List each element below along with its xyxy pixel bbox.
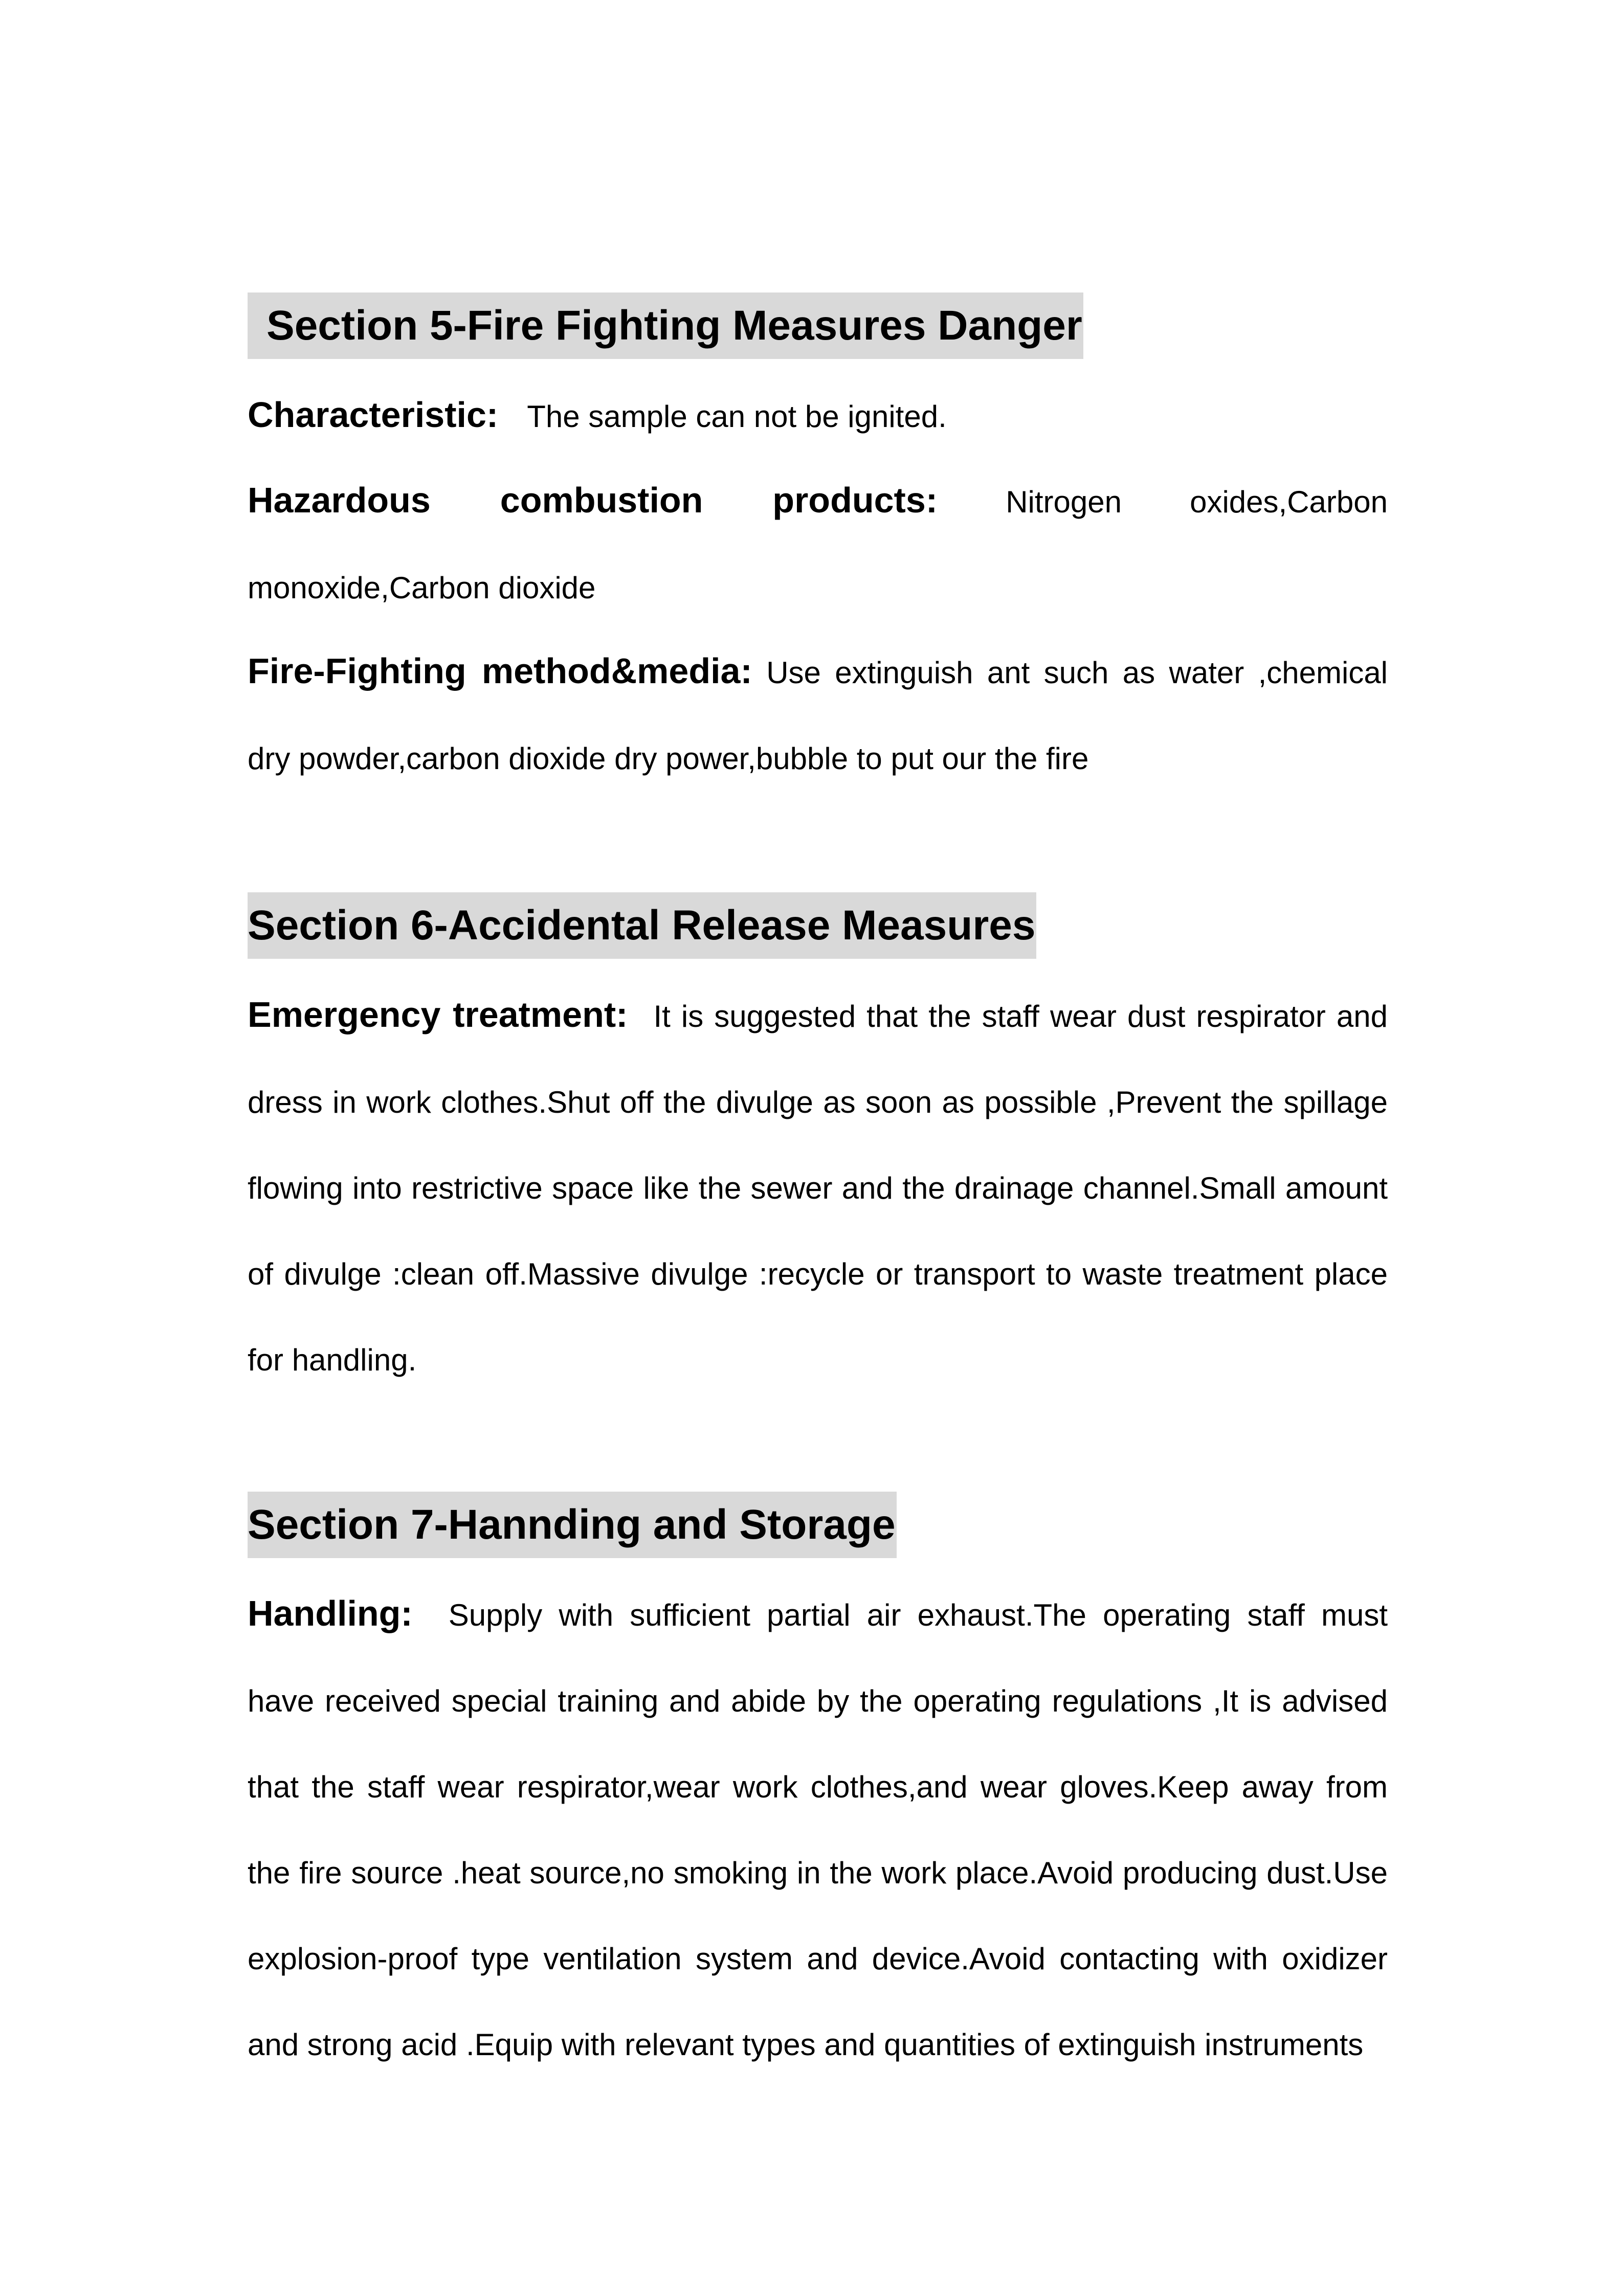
- hazardous-combustion-paragraph: [248, 457, 1388, 631]
- emergency-treatment-label: Emergency treatment:: [248, 995, 628, 1034]
- fire-fighting-text: Use extinguish ant such as water ,chemical dry powder,carbon dioxide dry power,bubble to put our the fire: [248, 656, 1388, 776]
- characteristic-label: Characteristic:: [248, 395, 499, 435]
- section-5-heading: Section 5-Fire Fighting Measures Danger: [248, 292, 1083, 359]
- handling-paragraph: [248, 1570, 1388, 2088]
- handling-text: Supply with sufficient partial air exhaust.The operating staff must have received special training and abide by the operating regulations ,It is advised that the staff wear respirator,wear work clothes,and wear gloves.Keep away from the fire source .heat source,no smoking in the work place.Avoid producing dust.Use explosion-proof type ventilation system and device.Avoid contacting with oxidizer and strong acid .Equip with relevant types and quantities of extinguish instruments: [248, 1598, 1388, 2062]
- hazardous-combustion-text: Nitrogen oxides,Carbon monoxide,Carbon dioxide: [248, 485, 1388, 605]
- handling-label: Handling:: [248, 1593, 413, 1633]
- emergency-treatment-text: It is suggested that the staff wear dust respirator and dress in work clothes.Shut off the divulge as soon as possible ,Prevent the spillage flowing into restrictive space like the sewer and the drainage channel.Small amount of divulge :clean off.Massive divulge :recycle or transport to waste treatment place for handling.: [248, 999, 1388, 1377]
- emergency-treatment-paragraph: [248, 972, 1388, 1403]
- hazardous-combustion-label: Hazardous combustion products:: [248, 480, 938, 520]
- fire-fighting-paragraph: [248, 628, 1388, 802]
- characteristic-paragraph: [248, 372, 1388, 460]
- section-6-heading: Section 6-Accidental Release Measures: [248, 892, 1036, 959]
- section-7-heading: Section 7-Hannding and Storage: [248, 1492, 897, 1558]
- characteristic-text: The sample can not be ignited.: [527, 399, 947, 434]
- fire-fighting-label: Fire-Fighting method&media:: [248, 651, 752, 691]
